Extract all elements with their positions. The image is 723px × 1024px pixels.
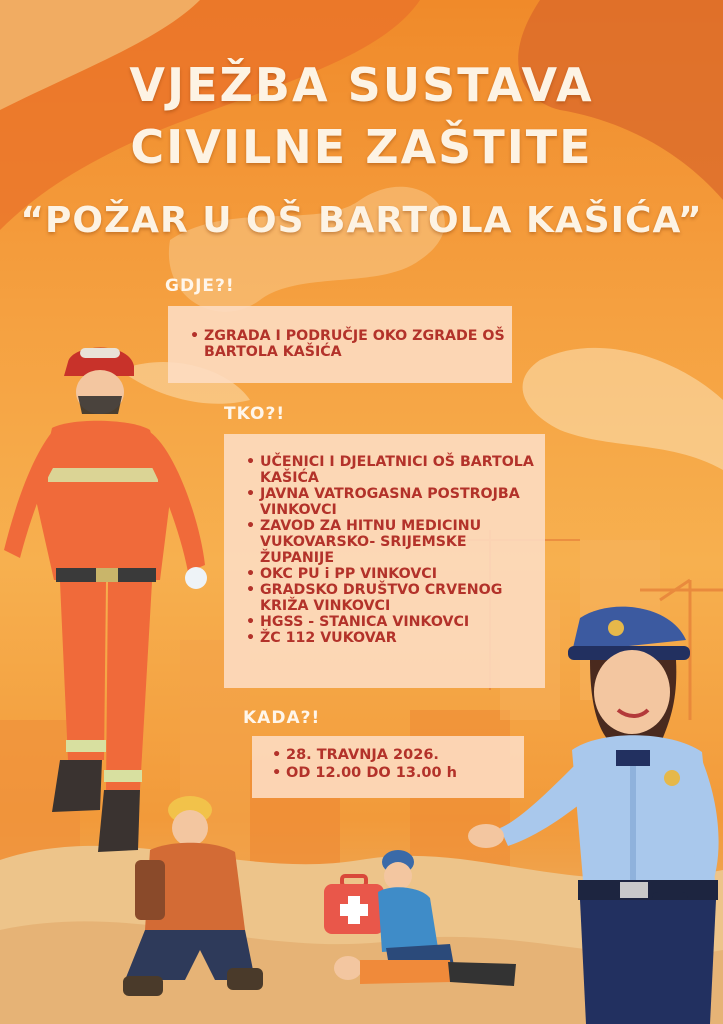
who-item: • GRADSKO DRUŠTVO CRVENOG KRIŽA VINKOVCI <box>246 582 545 614</box>
when-label: KADA?! <box>243 708 321 728</box>
mountain-rescuer-illustration <box>95 780 275 1010</box>
where-label: GDJE?! <box>165 276 235 296</box>
who-item: • OKC PU i PP VINKOVCI <box>246 566 545 582</box>
when-item: • OD 12.00 DO 13.00 h <box>272 764 524 782</box>
who-item: • UČENICI I DJELATNICI OŠ BARTOLA KAŠIĆA <box>246 454 545 486</box>
poster-subtitle: “POŽAR U OŠ BARTOLA KAŠIĆA” <box>20 200 703 241</box>
who-item: • HGSS - STANICA VINKOVCI <box>246 614 545 630</box>
who-label: TKO?! <box>224 404 286 424</box>
where-item: • ZGRADA I PODRUČJE OKO ZGRADE OŠ BARTOLA KAŠIĆA <box>190 328 512 360</box>
police-officer-illustration <box>440 600 723 1024</box>
where-box <box>168 306 512 383</box>
who-item: • JAVNA VATROGASNA POSTROJBA VINKOVCI <box>246 486 545 518</box>
when-item: • 28. TRAVNJA 2026. <box>272 746 524 764</box>
where-list <box>168 306 512 360</box>
who-item: • ZAVOD ZA HITNU MEDICINU VUKOVARSKO- SRIJEMSKE ŽUPANIJE <box>246 518 545 566</box>
poster-title-line-1: VJEŽBA SUSTAVA <box>129 58 594 112</box>
who-item: • ŽC 112 VUKOVAR <box>246 630 545 646</box>
poster-title-line-2: CIVILNE ZAŠTITE <box>130 120 593 174</box>
